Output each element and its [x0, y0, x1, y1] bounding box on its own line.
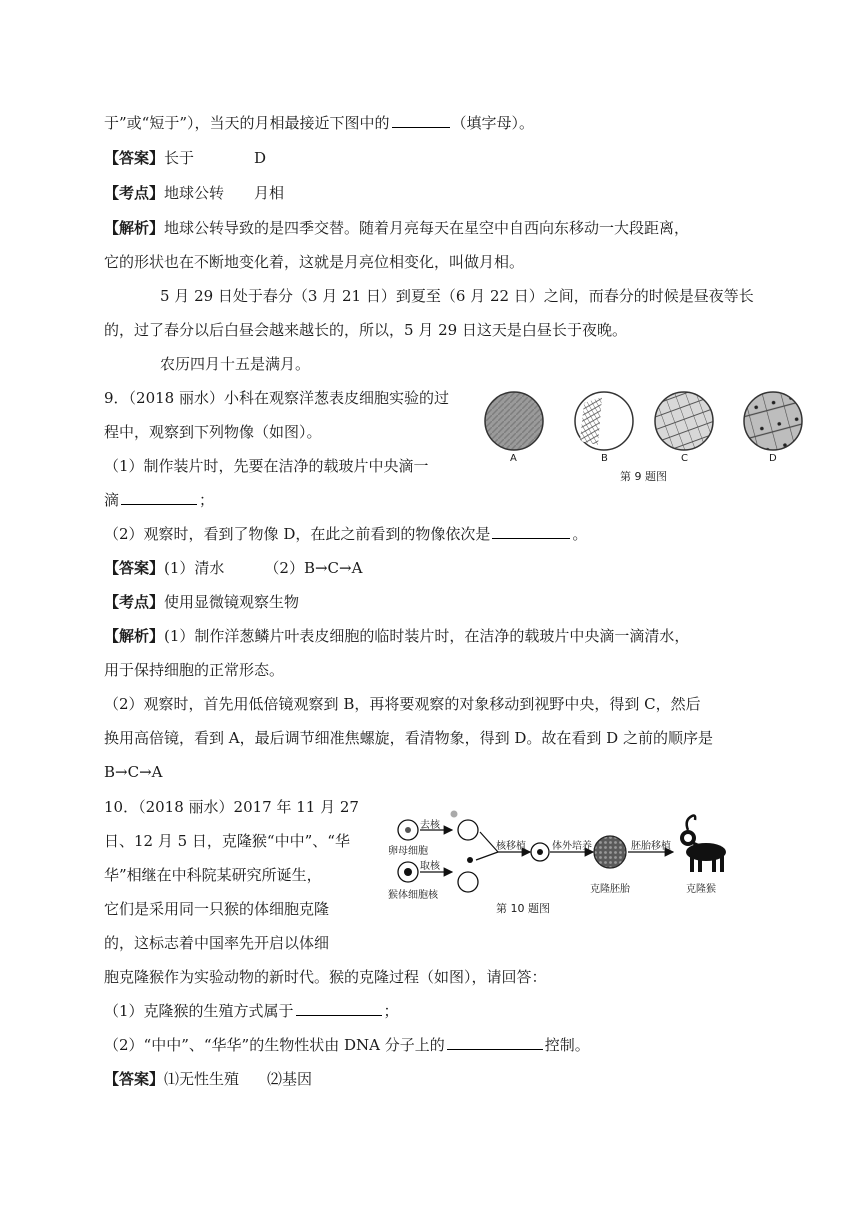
q8-point-line — [104, 183, 284, 203]
q8-stem-text: 于”或“短于”），当天的月相最接近下图中的 — [104, 114, 390, 132]
q9-sub1-c: ； — [199, 491, 215, 509]
q10-answer-line — [104, 1069, 312, 1089]
q9-stem-1: 9．（2018 丽水）小科在观察洋葱表皮细胞实验的过 — [104, 389, 449, 407]
q9-sub1-line-2 — [104, 490, 214, 510]
answer-tag: 【答案】 — [104, 1070, 165, 1088]
point-tag: 【考点】 — [104, 593, 165, 611]
q8-analysis-line-2 — [104, 252, 524, 272]
step-take-label: 取核 — [420, 861, 440, 872]
q10-stem-5: 的，这标志着中国率先开启以体细 — [104, 934, 330, 952]
image-a-circle — [485, 392, 543, 450]
q8-answer-2: D — [254, 149, 267, 167]
q8-stem-text-end: （填字母）。 — [451, 114, 535, 132]
q8-analysis-line-4 — [104, 320, 627, 340]
removed-nucleus — [451, 811, 458, 818]
q9-figure — [480, 385, 810, 485]
embryo-label: 克隆胚胎 — [590, 884, 630, 895]
q8-analysis-line-3 — [160, 286, 754, 306]
label-d: D — [769, 453, 777, 464]
q10-stem-3: 华”相继在中科院某研究所诞生， — [104, 866, 322, 884]
analysis-tag: 【解析】 — [104, 219, 165, 237]
q9-sub2-line — [104, 524, 587, 544]
q10-stem-6: 胞克隆猴作为实验动物的新时代。猴的克隆过程（如图），请回答： — [104, 968, 547, 986]
q9-sub1-a: （1）制作装片时，先要在洁净的载玻片中央滴一 — [104, 457, 429, 475]
reconstructed-nucleus — [537, 849, 543, 855]
q10-sub1-line — [104, 1001, 399, 1021]
q9-analysis-4: 换用高倍镜，看到 A，最后调节细准焦螺旋，看清物象，得到 D。故在看到 D 之前的顺序是 — [104, 729, 713, 747]
q9-stem-line-1 — [104, 388, 449, 408]
q8-answer-blank[interactable] — [392, 113, 450, 128]
q10-figure — [388, 800, 738, 920]
q8-analysis-4: 的，过了春分以后白昼会越来越长的，所以，5 月 29 日这天是白昼长于夜晚。 — [104, 321, 627, 339]
q9-answer-1: (1）清水 — [164, 559, 225, 577]
cloned-embryo — [594, 836, 626, 868]
step-culture-label: 体外培养 — [552, 841, 592, 852]
answer-tag: 【答案】 — [104, 559, 165, 577]
q8-point-2: 月相 — [254, 184, 285, 202]
step-transfer-label: 核移植 — [496, 841, 526, 852]
q9-sub2-b: 。 — [572, 525, 588, 543]
egg-cell-label: 卵母细胞 — [388, 846, 428, 857]
q8-analysis-5: 农历四月十五是满月。 — [160, 355, 311, 373]
somatic-remainder — [458, 872, 478, 892]
q9-figure-caption: 第 9 题图 — [620, 470, 667, 483]
label-b: B — [601, 453, 608, 464]
q10-sub1-a: （1）克隆猴的生殖方式属于 — [104, 1002, 294, 1020]
label-a: A — [510, 453, 517, 464]
q10-stem-line-2 — [104, 831, 350, 851]
monkey-label: 克隆猴 — [686, 884, 716, 895]
q10-answer-1: ⑴无性生殖 — [164, 1070, 240, 1088]
q9-sub2-a: （2）观察时，看到了物像 D，在此之前看到的物像依次是 — [104, 525, 491, 543]
q10-sub2-line — [104, 1035, 590, 1055]
point-tag: 【考点】 — [104, 184, 165, 202]
q10-stem-line-4 — [104, 899, 329, 919]
cloning-diagram — [388, 800, 738, 920]
somatic-nucleus — [404, 868, 412, 876]
q9-analysis-line-4 — [104, 728, 713, 748]
q10-sub2-blank[interactable] — [447, 1035, 543, 1050]
q10-sub2-b: 控制。 — [544, 1036, 590, 1054]
q10-stem-4: 它们是采用同一只猴的体细胞克隆 — [104, 900, 330, 918]
q9-answer-2: （2）B→C→A — [264, 559, 363, 577]
analysis-tag: 【解析】 — [104, 627, 165, 645]
q9-analysis-line-3 — [104, 694, 701, 714]
q10-sub1-b: ； — [383, 1002, 399, 1020]
q10-stem-line-6 — [104, 967, 547, 987]
step-remove-label: 去核 — [420, 820, 440, 831]
q9-analysis-3: （2）观察时，首先用低倍镜观察到 B，再将要观察的对象移动到视野中央，得到 C，然后 — [104, 695, 701, 713]
q9-point-line — [104, 592, 299, 612]
q10-sub2-a: （2）“中中”、“华华”的生物性状由 DNA 分子上的 — [104, 1036, 445, 1054]
q9-point: 使用显微镜观察生物 — [164, 593, 300, 611]
q8-answer-1: 长于 — [164, 149, 195, 167]
q10-stem-line-3 — [104, 865, 322, 885]
q8-analysis-2: 它的形状也在不断地变化着，这就是月亮位相变化，叫做月相。 — [104, 253, 525, 271]
egg-nucleus — [405, 827, 411, 833]
q9-analysis-5: B→C→A — [104, 763, 163, 781]
q8-analysis-3: 5 月 29 日处于春分（3 月 21 日）到夏至（6 月 22 日）之间，而春分的时候是昼夜等长 — [160, 287, 754, 305]
q8-point-1: 地球公转 — [164, 184, 225, 202]
merge-line-bottom — [476, 852, 498, 860]
q10-stem-2: 日、12 月 5 日，克隆猴“中中”、“华 — [104, 832, 350, 850]
q9-answer-line — [104, 558, 362, 578]
q10-answer-2: ⑵基因 — [267, 1070, 313, 1088]
q10-stem-line-5 — [104, 933, 329, 953]
q10-stem-line-1 — [104, 797, 359, 817]
q9-analysis-1: (1）制作洋葱鳞片叶表皮细胞的临时装片时，在洁净的载玻片中央滴一滴清水， — [164, 627, 690, 645]
q9-analysis-line-2 — [104, 660, 284, 680]
q9-analysis-2: 用于保持细胞的正常形态。 — [104, 661, 285, 679]
q8-analysis-1: 地球公转导致的是四季交替。随着月亮每天在星空中自西向东移动一大段距离， — [164, 219, 690, 237]
q8-stem-line — [104, 113, 534, 133]
q9-sub2-blank[interactable] — [492, 524, 570, 539]
image-c-circle — [655, 392, 713, 450]
somatic-cell-label: 猴体细胞核 — [388, 890, 438, 901]
q10-sub1-blank[interactable] — [296, 1001, 382, 1016]
enucleated-egg — [458, 820, 478, 840]
q9-sub1-b: 滴 — [104, 491, 120, 509]
image-d-circle — [744, 392, 802, 450]
q9-analysis-line-5 — [104, 762, 162, 782]
q9-analysis-line-1 — [104, 626, 689, 646]
q9-sub1-blank[interactable] — [121, 490, 197, 505]
q10-stem-1: 10．（2018 丽水）2017 年 11 月 27 — [104, 798, 359, 816]
q9-sub1-line-1 — [104, 456, 429, 476]
q10-figure-caption: 第 10 题图 — [496, 902, 550, 915]
q9-stem-line-2 — [104, 422, 322, 442]
label-c: C — [681, 453, 688, 464]
monkey-icon — [680, 816, 726, 873]
step-implant-label: 胚胎移植 — [631, 841, 671, 852]
q8-analysis-line-5 — [160, 354, 310, 374]
q8-answer-line — [104, 148, 266, 168]
extracted-nucleus — [467, 857, 473, 863]
q8-analysis-line-1 — [104, 218, 689, 238]
q9-stem-2: 程中，观察到下列物像（如图）。 — [104, 423, 322, 441]
answer-tag: 【答案】 — [104, 149, 165, 167]
